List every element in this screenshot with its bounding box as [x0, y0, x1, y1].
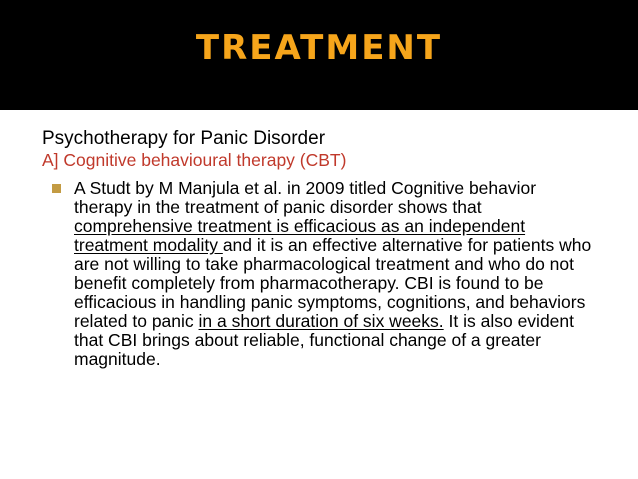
slide-subtitle: Psychotherapy for Panic Disorder — [42, 128, 326, 149]
slide-body — [42, 129, 602, 369]
bullet-item — [42, 179, 599, 369]
title-band — [0, 0, 638, 110]
square-bullet-icon — [52, 184, 61, 193]
slide-title: TREATMENT — [195, 28, 443, 68]
bullet-text-underlined-2: in a short duration of six weeks. — [198, 311, 444, 332]
bullet-text-part3: It is also evident that CBI brings about reliable, functional change of a greater magnitude. — [74, 311, 575, 370]
bullet-text-part1: A Studt by M Manjula et al. in 2009 titled Cognitive behavior therapy in the treatment of panic disorder shows that — [74, 178, 537, 218]
section-heading: A] Cognitive behavioural therapy (CBT) — [42, 149, 347, 170]
bullet-text-underlined-1: comprehensive treatment is efficacious as an independent treatment modality — [74, 216, 526, 256]
bullet-text-part2: and it is an effective alternative for patients who are not willing to take pharmacological treatment and who do not benefit completely from pharmacotherapy. CBI is found to be efficacious in handling panic symptoms, cognitions, and behaviors related to panic — [74, 235, 592, 332]
